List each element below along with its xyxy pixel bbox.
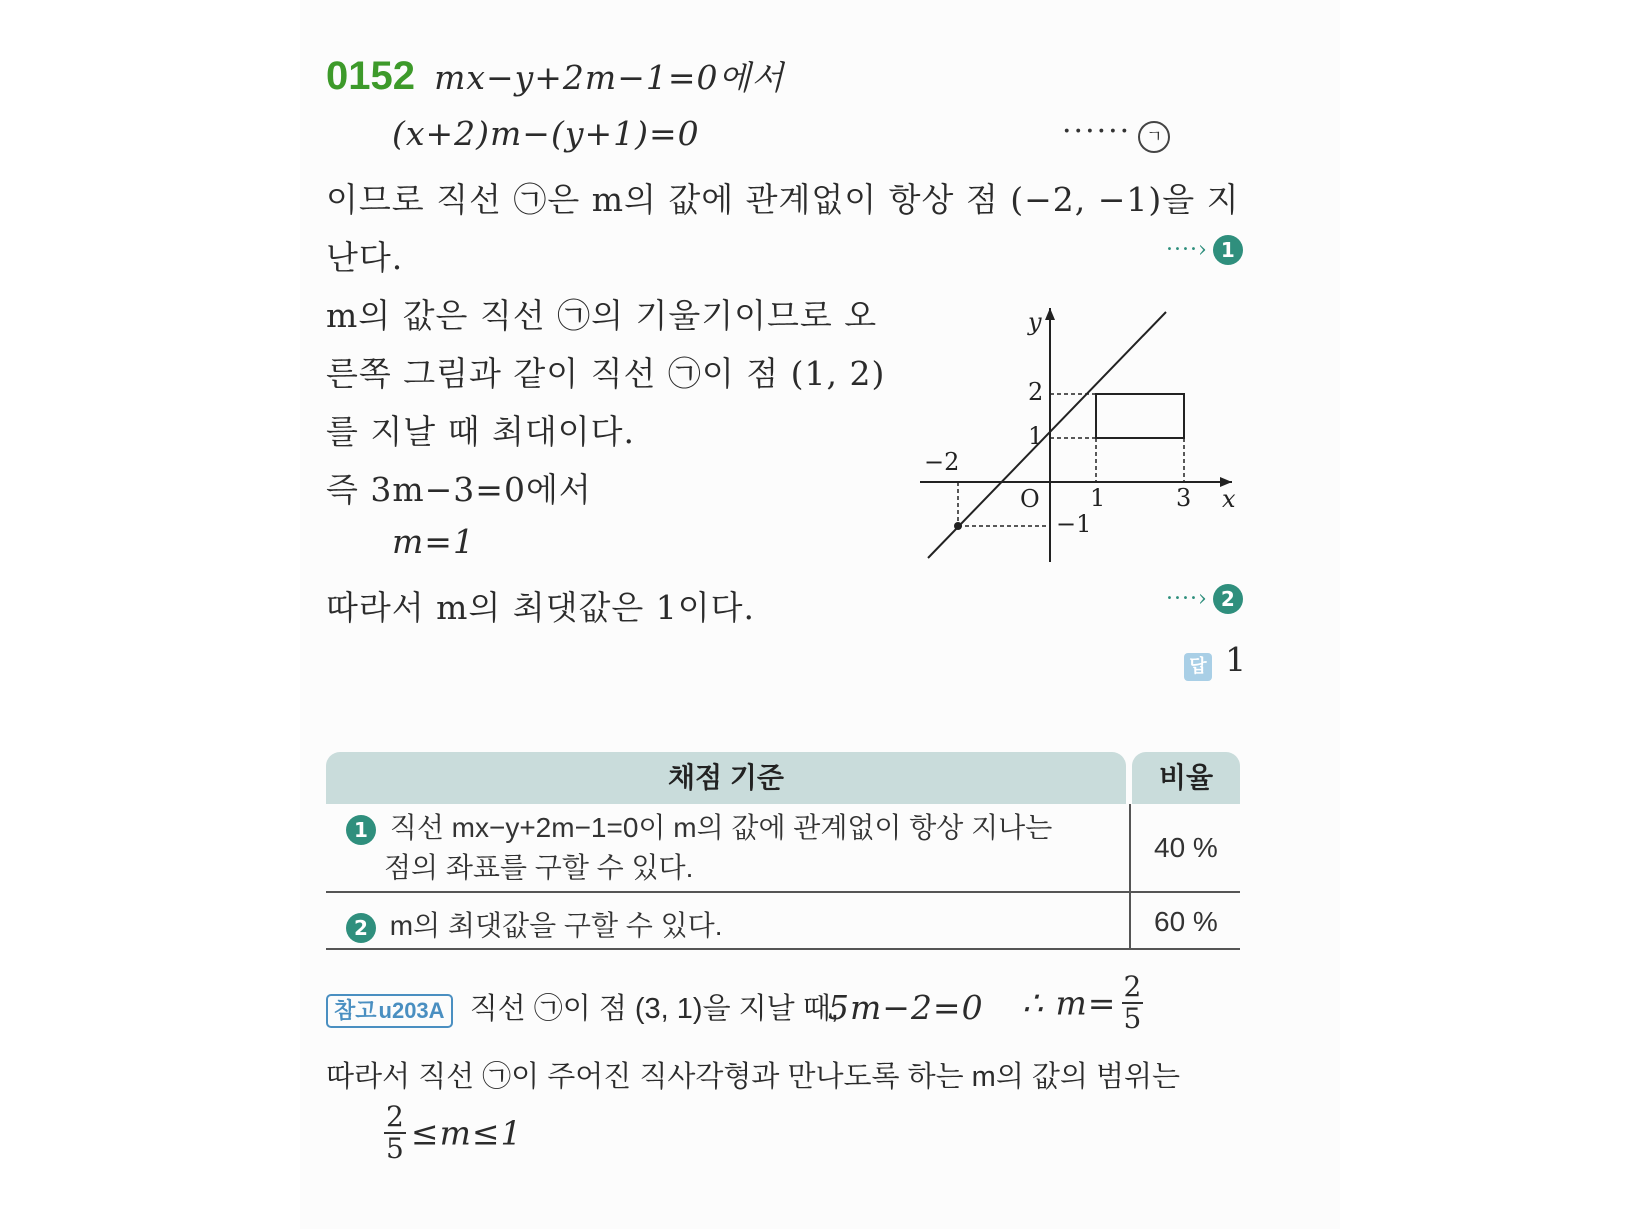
coordinate-graph [910, 300, 1250, 570]
fraction-denominator: 5 [386, 1132, 404, 1165]
line-g [928, 312, 1166, 558]
equation-tag [1062, 114, 1172, 153]
fraction-denominator: 5 [1123, 1002, 1142, 1035]
solution-page [300, 0, 1340, 1229]
reference-line: 따라서 직선 ㉠이 주어진 직사각형과 만나도록 하는 m의 값의 범위는 [326, 1061, 1181, 1093]
rubric-header-ratio: 비율 [1132, 752, 1240, 804]
y-axis-arrow-icon [1045, 308, 1055, 320]
fraction-numerator: 2 [386, 1100, 404, 1133]
step-number-icon: 1 [1213, 235, 1243, 265]
tick-label-y2: 2 [1028, 378, 1044, 406]
tick-label-xm2: −2 [924, 448, 960, 476]
rubric-criterion-text: m의 최댓값을 구할 수 있다. [389, 910, 723, 941]
rubric-row [346, 904, 722, 944]
origin-label: O [1020, 485, 1040, 513]
equation-line: mx−y+2m−1=0에서 [434, 58, 785, 97]
text-line: 를 지날 때 최대이다. [326, 412, 635, 451]
text-line: 이므로 직선 ㉠은 m의 값에 관계없이 항상 점 (−2, −1)을 지 [326, 180, 1240, 219]
step-number-icon: 2 [1213, 584, 1243, 614]
rubric-row [346, 808, 1052, 888]
rubric-ratio: 60 % [1154, 906, 1218, 937]
rubric-ratio: 40 % [1154, 832, 1218, 863]
text-line: m의 값은 직선 ㉠의 기울기이므로 오 [326, 296, 878, 335]
fraction [384, 1102, 406, 1164]
answer-icon: 답 [1184, 653, 1212, 681]
answer [1184, 640, 1247, 681]
rubric-criterion-text: 점의 좌표를 구할 수 있다. [384, 852, 694, 883]
text-line: 난다. [326, 238, 404, 277]
equation-result: m=1 [392, 522, 475, 561]
step-number-icon: 2 [346, 913, 376, 943]
dotted-arrow-icon: ····› [1166, 586, 1208, 612]
reference-text: 직선 ㉠이 점 (3, 1)을 지날 때, [469, 993, 839, 1025]
reference-badge: 참고 u203A [326, 994, 453, 1028]
step-marker-1 [1166, 235, 1243, 265]
y-axis-label: y [1028, 308, 1042, 336]
range-result [384, 1102, 523, 1164]
circled-label-icon: ㄱ [1138, 121, 1170, 153]
fixed-point [954, 522, 962, 530]
rectangle [1096, 394, 1184, 438]
rubric-header-criteria: 채점 기준 [326, 752, 1126, 804]
rubric-row-divider [326, 891, 1240, 893]
text-line: 른쪽 그림과 같이 직선 ㉠이 점 (1, 2) [326, 354, 886, 393]
text-line: 즉 3m−3=0에서 [326, 470, 592, 509]
step-marker-2 [1166, 584, 1243, 614]
tick-label-ym1: −1 [1056, 510, 1092, 538]
rubric-criterion-text: 직선 mx−y+2m−1=0이 m의 값에 관계없이 항상 지나는 [389, 812, 1053, 843]
answer-value: 1 [1225, 640, 1248, 679]
dotted-arrow-icon: ····› [1166, 237, 1208, 263]
reference-note [326, 986, 839, 1028]
tick-label-x3: 3 [1176, 484, 1192, 512]
problem-header [326, 52, 784, 99]
tick-label-x1: 1 [1090, 484, 1106, 512]
reference-result [1022, 972, 1143, 1034]
equation-rearranged: (x+2)m−(y+1)=0 [392, 114, 700, 153]
range-inequality: ≤m≤1 [410, 1113, 523, 1153]
fraction-numerator: 2 [1123, 970, 1142, 1003]
reference-equation: 5m−2=0 [828, 988, 984, 1027]
tick-label-y1: 1 [1028, 422, 1044, 450]
problem-number: 0152 [326, 54, 415, 98]
rubric-column-divider [1129, 804, 1131, 950]
fraction [1122, 972, 1144, 1034]
x-axis-label: x [1222, 485, 1236, 513]
therefore-text: ∴ m= [1022, 983, 1117, 1023]
rubric-bottom-border [326, 948, 1240, 950]
conclusion-line: 따라서 m의 최댓값은 1이다. [326, 588, 756, 627]
leader-dots: ······ [1062, 114, 1132, 149]
step-number-icon: 1 [346, 815, 376, 845]
